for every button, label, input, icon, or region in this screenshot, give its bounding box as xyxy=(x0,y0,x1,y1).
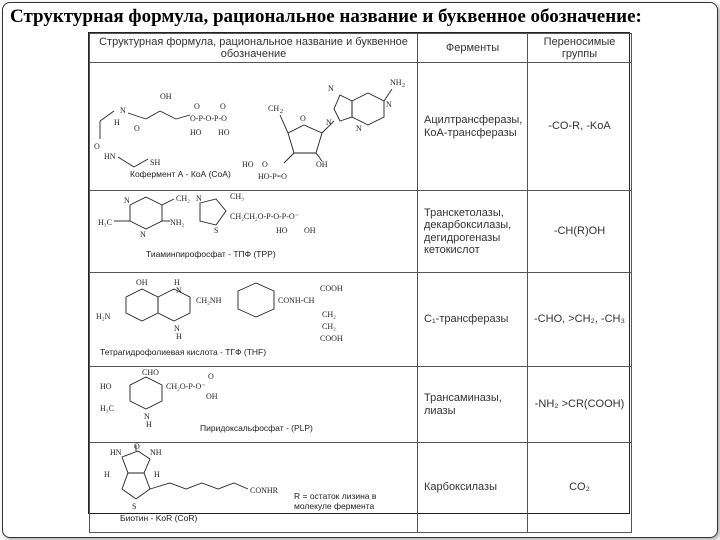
svg-text:N: N xyxy=(356,124,362,133)
svg-text:OH: OH xyxy=(136,278,148,287)
svg-text:O-P-O-P-O: O-P-O-P-O xyxy=(190,114,227,123)
enzymes-coa: Ацилтрансферазы, КоА-трансферазы xyxy=(418,63,528,191)
svg-text:HN: HN xyxy=(104,152,116,161)
svg-text:S: S xyxy=(214,226,219,235)
svg-text:H: H xyxy=(114,118,120,127)
svg-text:OH: OH xyxy=(316,160,328,169)
svg-text:HN: HN xyxy=(110,448,122,457)
table-row xyxy=(90,443,632,533)
structure-thf xyxy=(90,273,418,367)
svg-text:N: N xyxy=(176,286,182,295)
svg-text:N: N xyxy=(386,100,392,109)
svg-text:H: H xyxy=(174,278,180,287)
groups-tpp: -CH(R)OH xyxy=(528,191,632,273)
svg-text:N: N xyxy=(140,230,146,239)
svg-text:CONH-CH: CONH-CH xyxy=(278,296,315,305)
enzymes-tpp: Транскетолазы, декарбоксилазы, дегидрогеназы кетокислот xyxy=(418,191,528,273)
svg-text:HO-P=O: HO-P=O xyxy=(258,172,287,181)
structure-biotin xyxy=(90,443,418,533)
structure-tpp xyxy=(90,191,418,273)
svg-text:HO: HO xyxy=(218,128,230,137)
svg-text:H: H xyxy=(154,470,160,479)
caption-biotin: Биотин - KoR (CoR) xyxy=(120,513,198,523)
structure-coa xyxy=(90,63,418,191)
header-groups: Переносимые группы xyxy=(528,34,632,63)
svg-text:HO: HO xyxy=(100,382,112,391)
table-row xyxy=(90,367,632,443)
svg-text:CH₂: CH₂ xyxy=(322,310,336,319)
groups-plp: -NH₂ >CR(COOH) xyxy=(528,367,632,443)
svg-text:HO: HO xyxy=(190,128,202,137)
caption-plp: Пиридоксальфосфат - (PLP) xyxy=(200,423,313,433)
svg-text:OH: OH xyxy=(160,92,172,101)
svg-text:O: O xyxy=(300,114,306,123)
svg-text:N: N xyxy=(174,324,180,333)
svg-text:NH: NH xyxy=(150,448,162,457)
svg-text:CH₃: CH₃ xyxy=(230,192,244,201)
svg-text:COOH: COOH xyxy=(320,334,343,343)
svg-text:CH₂NH: CH₂NH xyxy=(196,296,222,305)
svg-text:O: O xyxy=(208,372,214,381)
svg-text:N: N xyxy=(196,194,202,203)
table-header-row xyxy=(90,34,632,63)
svg-text:O: O xyxy=(94,142,100,151)
svg-text:CONHR: CONHR xyxy=(250,486,279,495)
svg-text:NH: NH xyxy=(390,78,402,87)
svg-text:N: N xyxy=(144,412,150,421)
enzymes-biotin: Карбоксилазы xyxy=(418,443,528,533)
structure-plp xyxy=(90,367,418,443)
header-enzymes: Ферменты xyxy=(418,34,528,63)
svg-text:N: N xyxy=(124,196,130,205)
svg-text:N: N xyxy=(326,118,332,127)
svg-text:CH₂: CH₂ xyxy=(322,322,336,331)
groups-thf: -CHO, >CH₂, -CH₃ xyxy=(528,273,632,367)
svg-text:CH₂O-P-O⁻: CH₂O-P-O⁻ xyxy=(166,382,206,391)
caption-tpp: Тиаминпирофосфат - ТПФ (ТРР) xyxy=(146,249,276,259)
header-structure: Структурная формула, рациональное название и буквенное обозначение xyxy=(90,34,418,63)
svg-text:HO: HO xyxy=(276,226,288,235)
svg-text:OH: OH xyxy=(304,226,316,235)
svg-text:S: S xyxy=(132,502,137,511)
svg-text:H₃C: H₃C xyxy=(100,404,114,413)
coenzyme-table xyxy=(88,32,630,523)
svg-text:CH₂CH₂O-P-O-P-O⁻: CH₂CH₂O-P-O-P-O⁻ xyxy=(230,212,299,221)
caption-coa: Кофермент А - КоА (CoA) xyxy=(130,169,231,179)
enzymes-plp: Трансаминазы, лиазы xyxy=(418,367,528,443)
svg-text:SH: SH xyxy=(150,158,161,167)
svg-text:O: O xyxy=(194,102,200,111)
svg-text:CHO: CHO xyxy=(142,368,159,377)
svg-text:H: H xyxy=(146,420,152,429)
svg-text:O: O xyxy=(134,443,140,451)
table-row xyxy=(90,63,632,191)
svg-text:O: O xyxy=(262,160,268,169)
svg-text:O: O xyxy=(220,102,226,111)
table-row xyxy=(90,273,632,367)
svg-text:H₂N: H₂N xyxy=(96,312,111,321)
table-row xyxy=(90,191,632,273)
svg-text:2: 2 xyxy=(280,109,283,115)
svg-text:O: O xyxy=(134,124,140,133)
caption-thf: Тетрагидрофолиевая кислота - ТГФ (THF) xyxy=(100,347,267,357)
svg-text:H: H xyxy=(104,470,110,479)
svg-text:CH: CH xyxy=(268,104,280,113)
svg-text:HO: HO xyxy=(242,160,254,169)
svg-text:H₃C: H₃C xyxy=(98,218,112,227)
svg-text:H: H xyxy=(176,332,182,341)
svg-text:N: N xyxy=(120,106,126,115)
svg-text:NH₂: NH₂ xyxy=(170,218,185,227)
svg-text:N: N xyxy=(328,84,334,93)
svg-text:2: 2 xyxy=(402,83,405,89)
groups-biotin: CO₂ xyxy=(528,443,632,533)
slide-title: Структурная формула, рациональное название и буквенное обозначение: xyxy=(10,6,642,27)
enzymes-thf: C₁-трансферазы xyxy=(418,273,528,367)
svg-text:COOH: COOH xyxy=(320,284,343,293)
groups-coa: -CO-R, -KoA xyxy=(528,63,632,191)
biotin-note: R = остаток лизина в молекуле фермента xyxy=(294,491,377,511)
svg-text:CH₂: CH₂ xyxy=(176,194,190,203)
coa-structure-drawing xyxy=(90,63,418,185)
svg-text:OH: OH xyxy=(206,392,218,401)
